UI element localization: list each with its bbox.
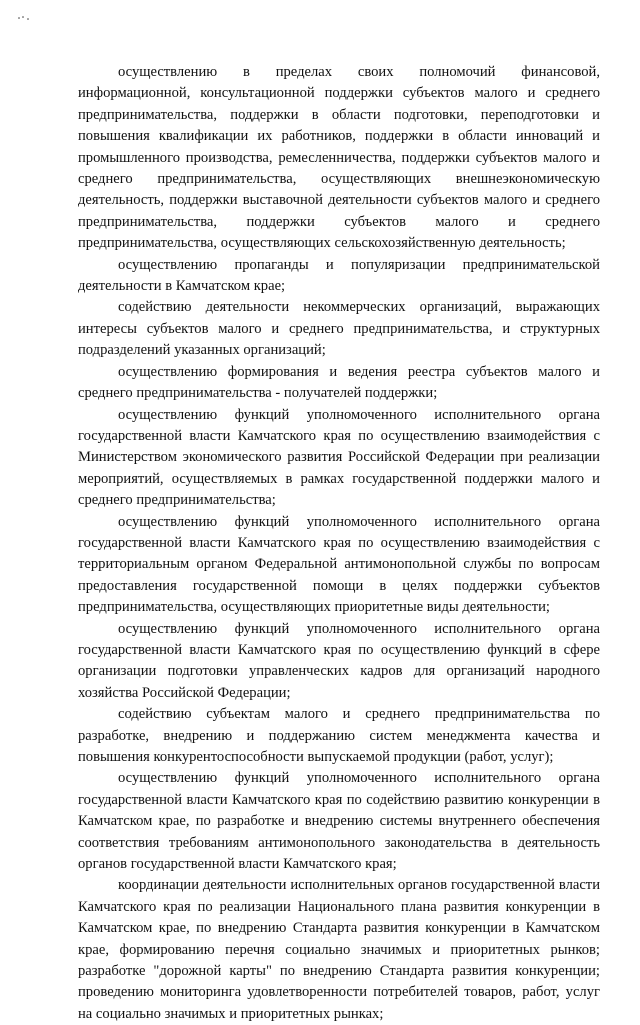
paragraph-ministry-interaction: осуществлению функций уполномоченного исполнительного органа государственной власти Камчатского края по осуществлению взаимодействия с Министерством экономического развития Российской Федерации при реализации мероприятий, осуществляемых в рамках государственной поддержки малого и среднего предпринимательства; <box>78 406 600 509</box>
scan-mark <box>18 16 32 20</box>
paragraph-nonprofit-support: содействию деятельности некоммерческих организаций, выражающих интересы субъектов малого и среднего предпринимательства, и структурных подразделений указанных организаций; <box>78 299 600 359</box>
paragraph-antimonopoly-interaction: осуществлению функций уполномоченного исполнительного органа государственной власти Камчатского края по осуществлению взаимодействия с территориальным органом Федеральной антимонопольной службы по вопросам предоставления государственной помощи в целях поддержки субъектов предпринимательства, осуществляющих приоритетные виды деятельности; <box>78 513 600 616</box>
paragraph-financial-support: осуществлению в пределах своих полномочий финансовой, информационной, консультационной поддержки субъектов малого и среднего предпринимательства, поддержки в области подготовки, переподготовки и повышения квалификации их работников, поддержки в области инноваций и промышленного производства, ремесленничества, поддержки субъектов малого и среднего предпринимательства, осуществляющих внешнеэкономическую деятельность, поддержки выставочной деятельности субъектов малого и среднего предпринимательства, поддержки субъектов малого и среднего предпринимательства, осуществляющих сельскохозяйственную деятельность; <box>78 64 600 252</box>
paragraph-coordination: координации деятельности исполнительных органов государственной власти Камчатского края по реализации Национального плана развития конкуренции в Камчатском крае, по внедрению Стандарта развития конкуренции в Камчатском крае, формированию перечня социально значимых и приоритетных рынков; разработке "дорожной карты" по внедрению Стандарта развития конкуренции; проведению мониторинга удовлетворенности потребителей товаров, работ, услуг на социально значимых и приоритетных рынках; <box>78 877 600 1022</box>
paragraph-propaganda: осуществлению пропаганды и популяризации предпринимательской деятельности в Камчатском крае; <box>78 256 600 295</box>
paragraph-registry: осуществлению формирования и ведения реестра субъектов малого и среднего предпринимательства - получателей поддержки; <box>78 363 600 402</box>
paragraph-management-training: осуществлению функций уполномоченного исполнительного органа государственной власти Камчатского края по осуществлению функций в сфере организации подготовки управленческих кадров для организаций народного хозяйства Российской Федерации; <box>78 620 600 701</box>
paragraph-competition-development: осуществлению функций уполномоченного исполнительного органа государственной власти Камчатского края по содействию развитию конкуренции в Камчатском крае, по разработке и внедрению системы внутреннего обеспечения соответствия требованиям антимонопольного законодательства в деятельность органов государственной власти Камчатского края; <box>78 770 600 873</box>
paragraph-quality-management: содействию субъектам малого и среднего предпринимательства по разработке, внедрению и поддержанию систем менеджмента качества и повышения конкурентоспособности выпускаемой продукции (работ, услуг); <box>78 706 600 765</box>
document-page <box>78 62 600 1025</box>
